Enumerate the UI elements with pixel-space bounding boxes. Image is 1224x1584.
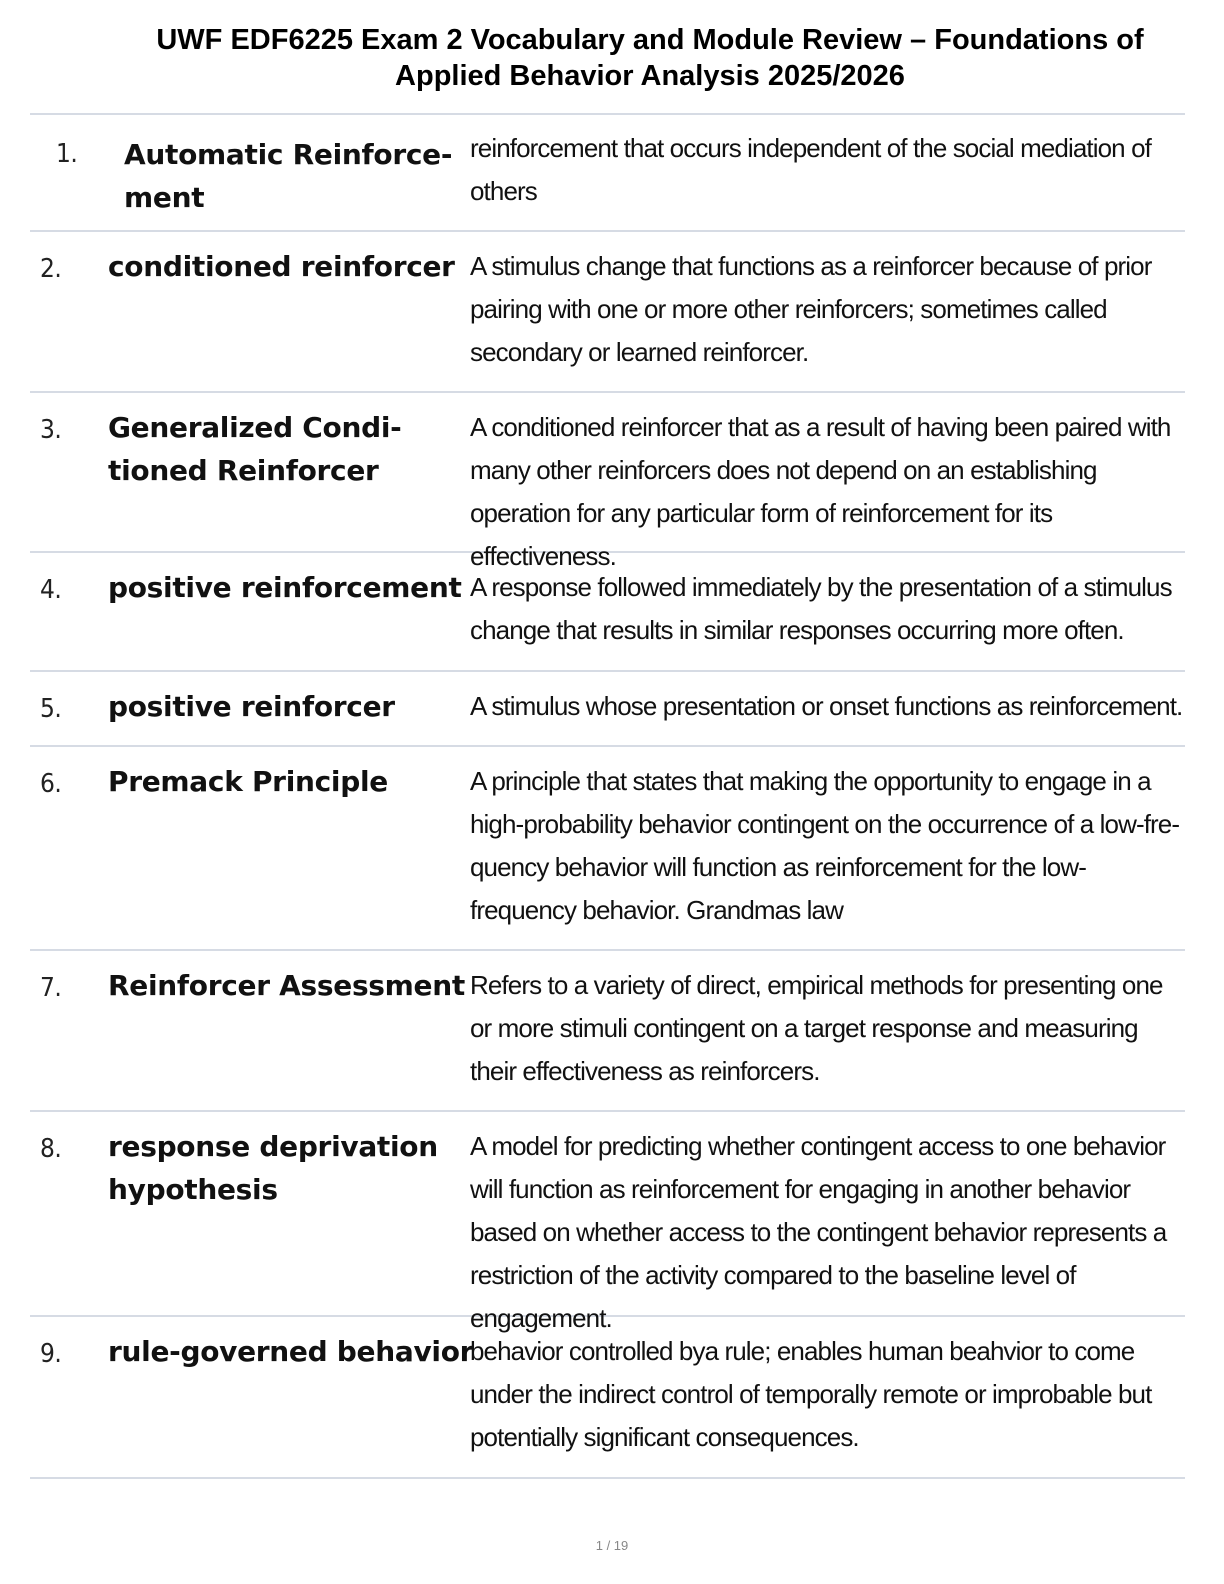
entry-term bbox=[108, 406, 478, 492]
vocab-entry-2 bbox=[30, 232, 1185, 393]
vocab-entry-8 bbox=[30, 1112, 1185, 1333]
document-title bbox=[100, 22, 1200, 94]
entry-definition: reinforcement that occurs independent of the social mediation of others bbox=[470, 133, 1151, 206]
entry-definition: A conditioned reinforcer that as a result of having been paired with many other reinforcers does not depend on an establishing operation for any particular form of reinforcement for its effectiveness. bbox=[470, 412, 1171, 571]
entry-term: rule-governed behavior bbox=[108, 1335, 474, 1368]
vocab-entry-9 bbox=[30, 1317, 1185, 1479]
entry-number: 1. bbox=[56, 139, 78, 169]
entry-number: 8. bbox=[40, 1134, 62, 1164]
entry-term: positive reinforcement bbox=[108, 571, 462, 604]
vocab-entry-3 bbox=[30, 393, 1185, 571]
entry-definition: A principle that states that making the opportunity to engage in a high-probability behavior contingent on the occurrence of a low-fre-quency behavior will function as reinforcement for the low-frequency behavior. Grandmas law bbox=[470, 766, 1180, 925]
entry-number: 5. bbox=[40, 694, 62, 724]
entry-term: positive reinforcer bbox=[108, 690, 395, 723]
term-line: Generalized Condi- bbox=[108, 411, 402, 444]
vocabulary-list bbox=[30, 115, 1185, 1479]
entry-number: 2. bbox=[40, 254, 62, 284]
entry-definition: A stimulus whose presentation or onset functions as reinforcement. bbox=[470, 691, 1183, 721]
entry-definition: behavior controlled bya rule; enables human beahvior to come under the indirect control of temporally remote or improbable but potentially significant consequences. bbox=[470, 1336, 1152, 1452]
vocab-entry-7 bbox=[30, 951, 1185, 1112]
term-line: Automatic Reinforce- bbox=[124, 138, 453, 171]
title-line-1: UWF EDF6225 Exam 2 Vocabulary and Module Review – Foundations of bbox=[156, 24, 1144, 56]
entry-number: 3. bbox=[40, 415, 62, 445]
entry-definition: A model for predicting whether contingent access to one behavior will function as reinforcement for engaging in another behavior based on whether access to the contingent behavior represents a restriction of the activity compared to the baseline level of engagement. bbox=[470, 1131, 1167, 1333]
entry-number: 4. bbox=[40, 575, 62, 605]
term-line: tioned Reinforcer bbox=[108, 454, 379, 487]
entry-term bbox=[108, 1125, 478, 1211]
term-line: ment bbox=[124, 181, 205, 214]
vocab-entry-5 bbox=[30, 672, 1185, 747]
entry-definition: A response followed immediately by the presentation of a stimulus change that results in similar responses occurring more often. bbox=[470, 572, 1172, 645]
entry-term: Premack Principle bbox=[108, 765, 388, 798]
page-indicator: 1 / 19 bbox=[595, 1538, 629, 1553]
vocab-entry-4 bbox=[30, 553, 1185, 672]
entry-definition: A stimulus change that functions as a reinforcer because of prior pairing with one or more other reinforcers; sometimes called secondary or learned reinforcer. bbox=[470, 251, 1152, 367]
term-line: response deprivation bbox=[108, 1130, 438, 1163]
entry-definition: Refers to a variety of direct, empirical methods for presenting one or more stimuli contingent on a target response and measuring their effectiveness as reinforcers. bbox=[470, 970, 1163, 1086]
entry-term bbox=[124, 133, 494, 219]
term-line: hypothesis bbox=[108, 1173, 278, 1206]
vocab-entry-1 bbox=[30, 115, 1185, 232]
entry-number: 7. bbox=[40, 973, 62, 1003]
title-line-2: Applied Behavior Analysis 2025/2026 bbox=[395, 60, 905, 92]
entry-number: 9. bbox=[40, 1339, 62, 1369]
entry-term: conditioned reinforcer bbox=[108, 250, 455, 283]
entry-term: Reinforcer Assessment bbox=[108, 969, 465, 1002]
vocab-entry-6 bbox=[30, 747, 1185, 951]
entry-number: 6. bbox=[40, 769, 62, 799]
